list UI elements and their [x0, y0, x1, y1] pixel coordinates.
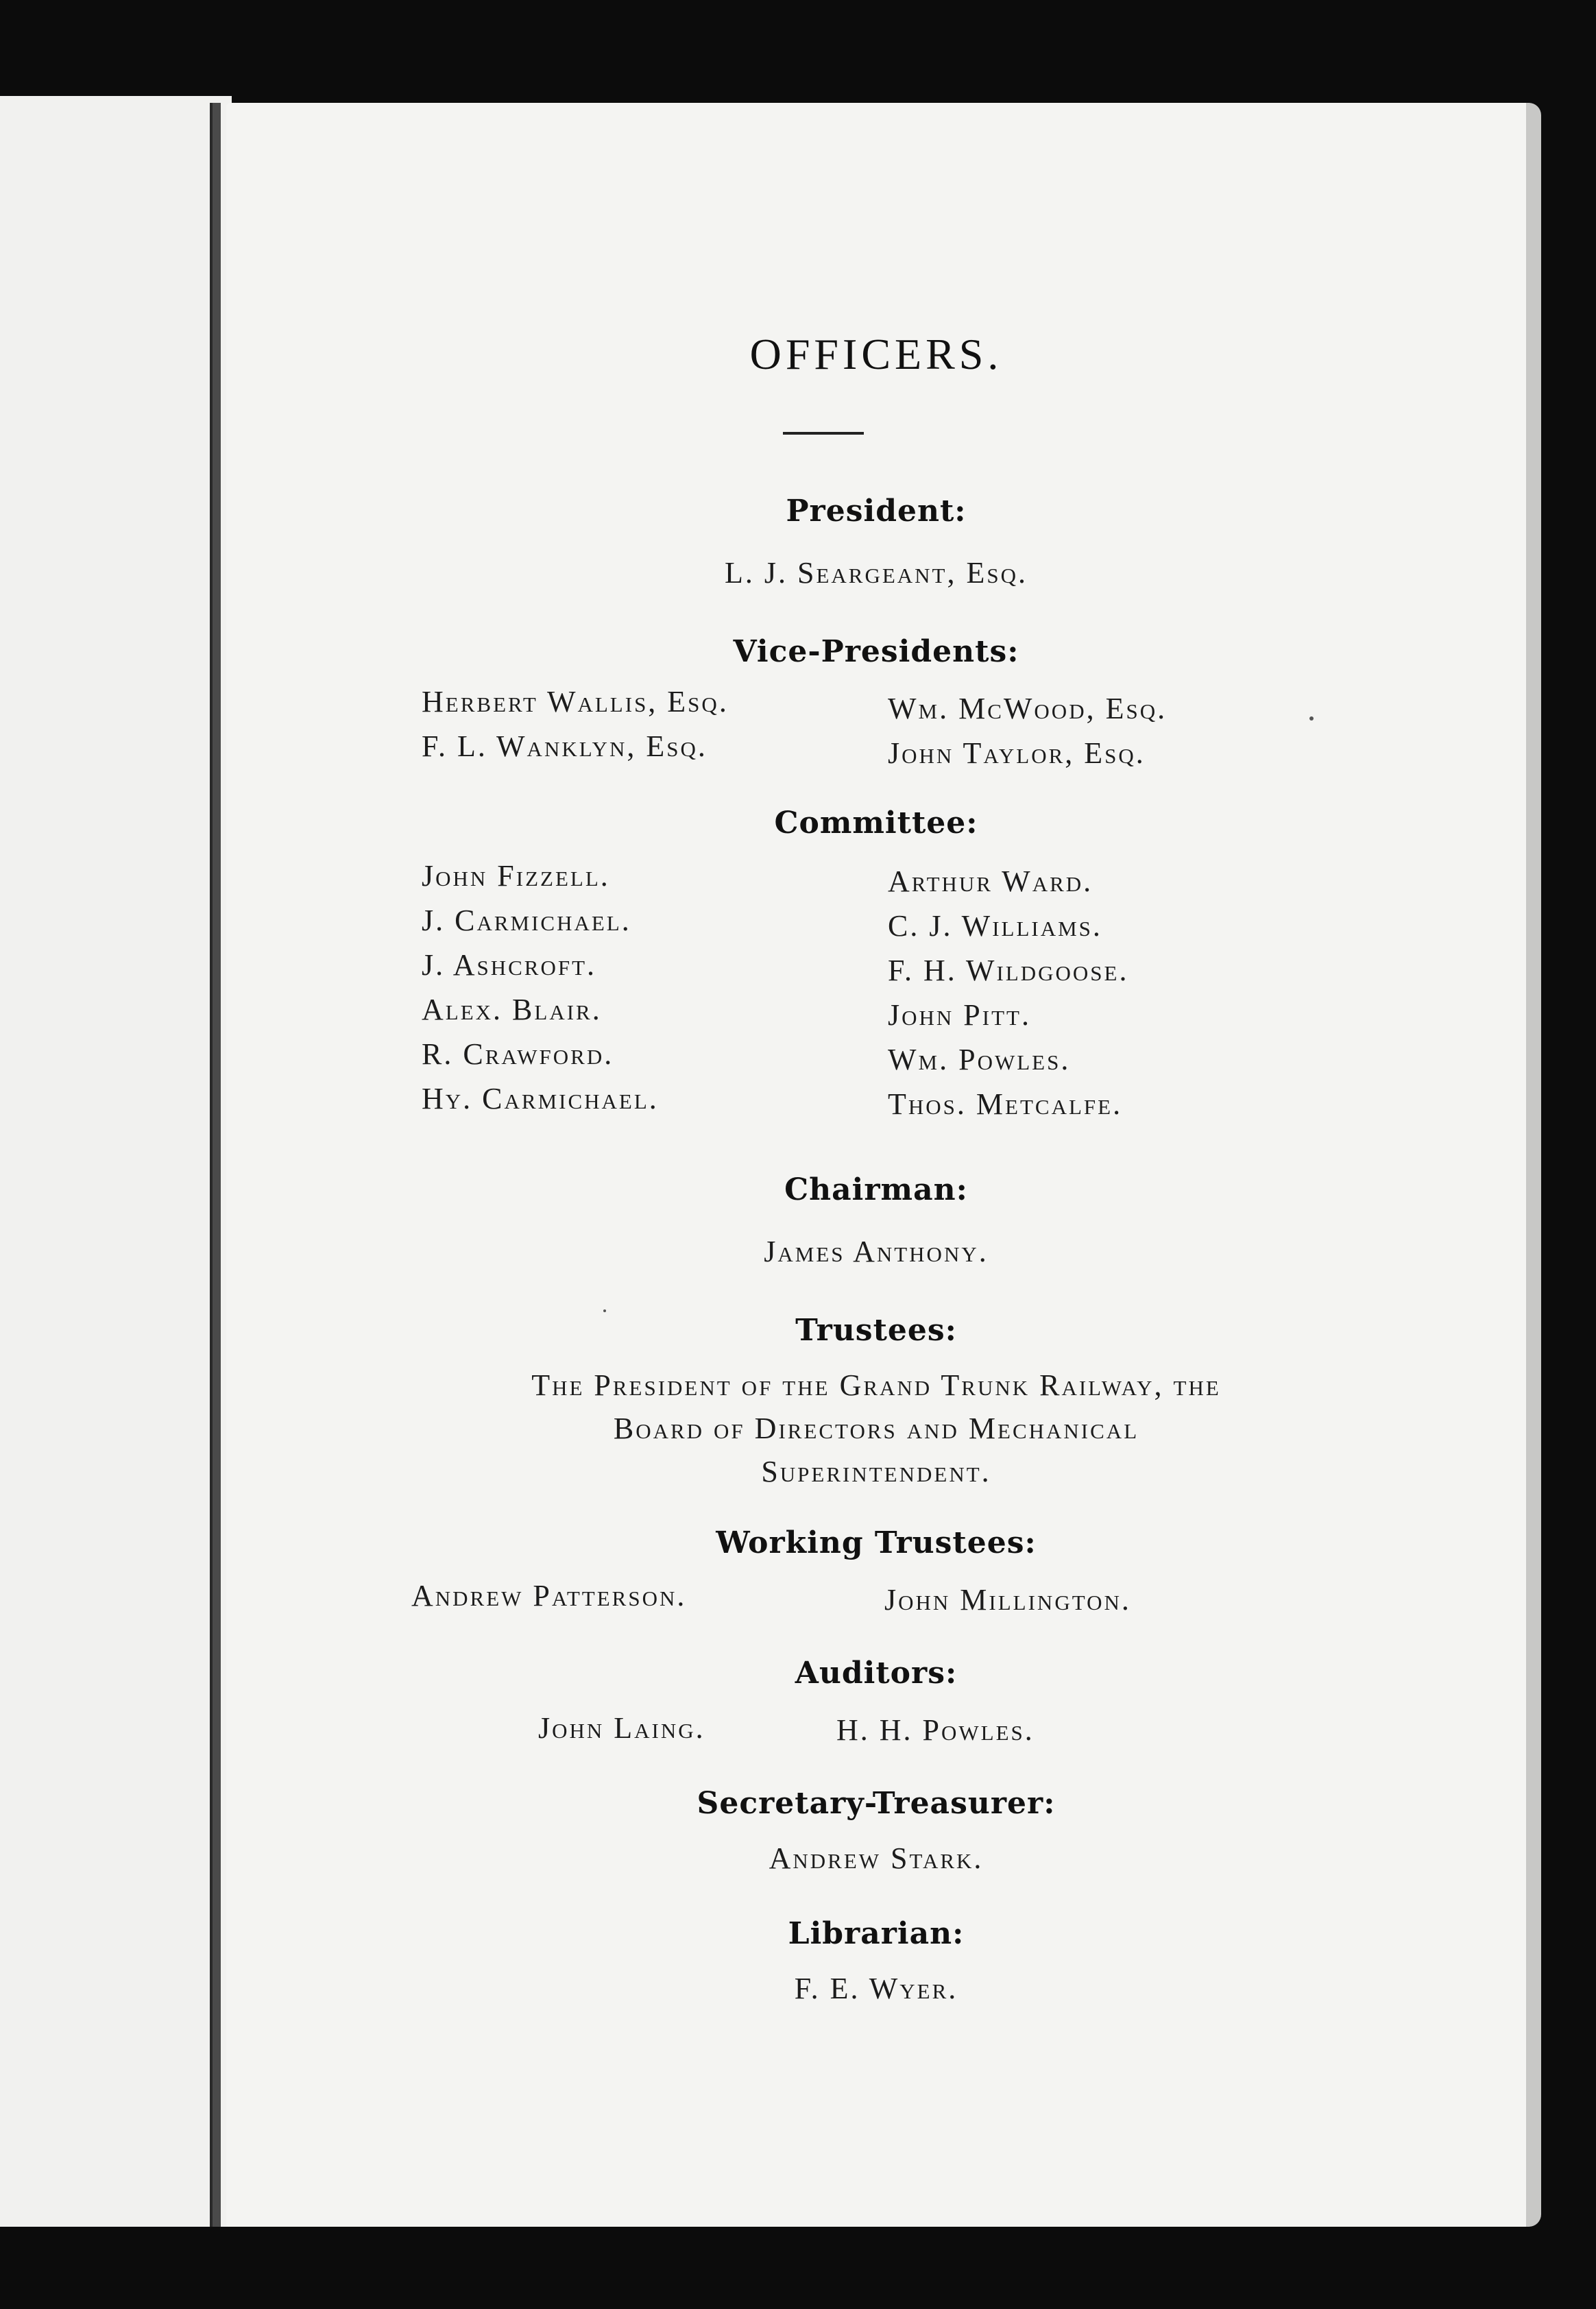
vice-president-name: Wm. McWood, Esq.: [888, 692, 1168, 725]
committee-member: John Pitt.: [888, 998, 1031, 1032]
committee-member: J. Carmichael.: [422, 904, 631, 937]
librarian-heading: Librarian:: [788, 1916, 965, 1951]
chairman-heading: Chairman:: [784, 1172, 968, 1207]
vice-president-name: John Taylor, Esq.: [888, 736, 1146, 770]
committee-member: Arthur Ward.: [888, 865, 1093, 898]
committee-member: Alex. Blair.: [422, 993, 602, 1026]
left-page: [0, 96, 232, 2227]
auditor-name: John Laing.: [538, 1711, 705, 1745]
vice-presidents-heading: Vice-Presidents:: [733, 634, 1019, 669]
committee-member: John Fizzell.: [422, 859, 610, 893]
book-spine: [210, 103, 221, 2227]
president-heading: President:: [786, 494, 967, 529]
auditors-heading: Auditors:: [795, 1656, 958, 1691]
committee-member: C. J. Williams.: [888, 909, 1102, 943]
committee-member: J. Ashcroft.: [422, 948, 597, 982]
librarian-name: F. E. Wyer.: [794, 1972, 958, 2005]
committee-member: R. Crawford.: [422, 1037, 614, 1071]
title-rule: [783, 432, 864, 435]
committee-member: Thos. Metcalfe.: [888, 1087, 1123, 1121]
working-trustee-name: John Millington.: [884, 1583, 1131, 1617]
secretary-treasurer-name: Andrew Stark.: [769, 1841, 984, 1875]
trustees-line: The President of the Grand Trunk Railway, the: [531, 1368, 1221, 1402]
committee-heading: Committee:: [774, 806, 978, 841]
trustees-heading: Trustees:: [795, 1313, 957, 1348]
committee-member: F. H. Wildgoose.: [888, 954, 1129, 987]
committee-member: Wm. Powles.: [888, 1043, 1071, 1076]
right-page: [226, 103, 1541, 2227]
page-title: OFFICERS.: [749, 330, 1003, 378]
working-trustee-name: Andrew Patterson.: [411, 1579, 687, 1612]
chairman-name: James Anthony.: [764, 1235, 989, 1268]
vice-president-name: F. L. Wanklyn, Esq.: [422, 729, 708, 763]
trustees-line: Board of Directors and Mechanical: [613, 1412, 1139, 1445]
committee-member: Hy. Carmichael.: [422, 1082, 659, 1115]
president-name: L. J. Seargeant, Esq.: [724, 556, 1028, 590]
officers-page-content: [226, 103, 1526, 2227]
vice-president-name: Herbert Wallis, Esq.: [422, 685, 729, 718]
secretary-treasurer-heading: Secretary-Treasurer:: [697, 1786, 1056, 1821]
working-trustees-heading: Working Trustees:: [716, 1525, 1037, 1560]
auditor-name: H. H. Powles.: [836, 1713, 1035, 1747]
trustees-line: Superintendent.: [761, 1455, 991, 1488]
